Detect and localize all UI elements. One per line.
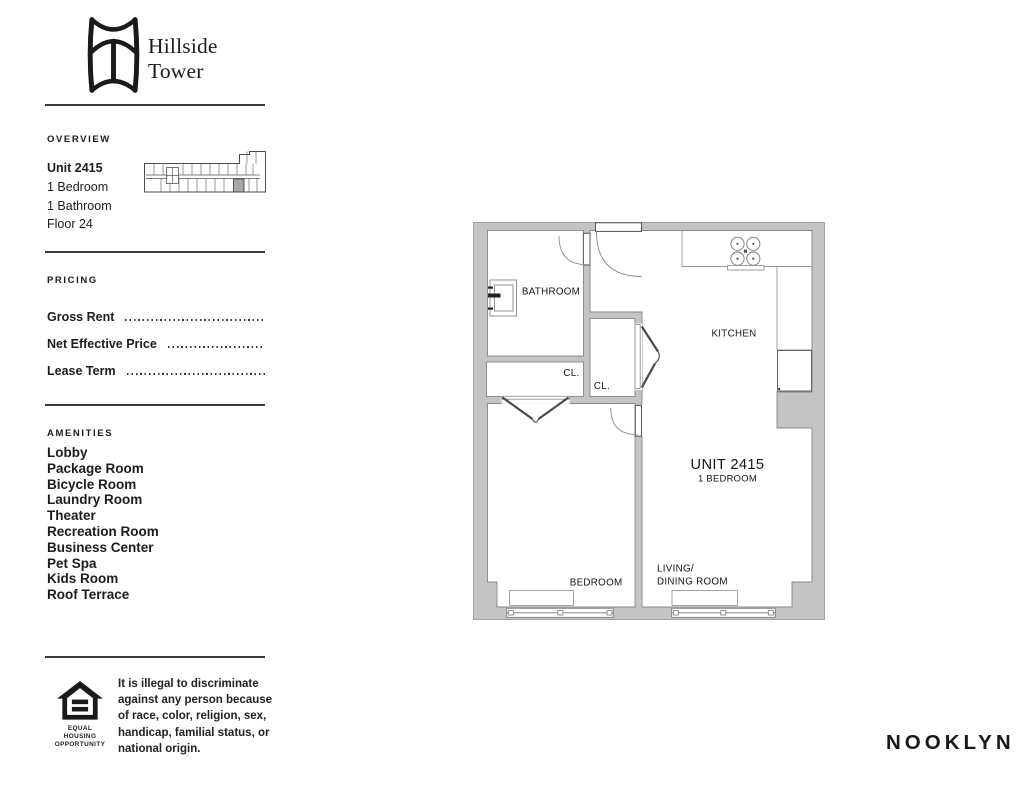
pricing-label: Net Effective Price [47,336,157,351]
unit-number: Unit 2415 [47,161,103,175]
pricing-row [47,357,265,384]
amenity-item: Package Room [47,460,144,476]
keyplan-highlighted-unit [234,179,245,192]
overview-detail: 1 Bathroom [47,198,112,213]
building-keyplan-diagram [139,150,267,193]
label-bathroom: BATHROOM [521,286,581,298]
amenity-item: Lobby [47,445,88,460]
hillside-tower-logo-icon [85,15,142,95]
eho-caption-line1: EQUAL HOUSING [63,725,97,740]
label-living-line1: LIVING/ [657,563,694,575]
equal-housing-icon [56,680,104,722]
disclaimer-line: of race, color, religion, sex, [118,710,267,723]
overview-detail: 1 Bedroom [47,179,109,194]
window [672,608,776,617]
equal-housing-block [52,680,108,749]
floorplan-svg [473,222,825,620]
amenity-item: Kids Room [47,571,119,587]
building-name [148,34,218,84]
amenity-item: Recreation Room [47,523,159,539]
disclaimer-line: against any person because [118,694,273,707]
pricing-label: Gross Rent [47,309,115,324]
fair-housing-disclaimer [118,676,272,757]
divider [45,656,265,658]
overview-detail: Floor 24 [47,217,93,232]
overview-heading: OVERVIEW [47,134,111,145]
divider [45,104,265,106]
disclaimer-line: national origin. [118,742,201,755]
amenity-item: Pet Spa [47,555,97,571]
label-unit-number: UNIT 2415 [690,457,765,473]
amenities-heading: AMENITIES [47,428,114,439]
dotted-leader [168,346,265,348]
pricing-label: Lease Term [47,363,116,378]
radiator [672,591,738,606]
amenity-item: Roof Terrace [47,587,130,603]
divider [45,251,265,253]
eho-caption-line2: OPPORTUNITY [54,741,106,748]
label-closet-a: CL. [563,368,580,379]
room-bedroom [488,404,636,608]
overview-details [47,159,112,234]
dotted-leader [125,319,265,321]
radiator [510,591,574,606]
label-unit-type: 1 BEDROOM [698,472,757,484]
building-name-line1: Hillside [148,34,218,58]
amenity-item: Bicycle Room [47,476,137,492]
dotted-leader [127,373,265,375]
window [507,608,614,617]
amenity-item: Business Center [47,539,154,555]
pricing-row [47,303,265,330]
nooklyn-wordmark[interactable]: NOOKLYN [886,731,1015,754]
label-kitchen: KITCHEN [711,328,757,340]
disclaimer-line: It is illegal to discriminate [118,678,259,690]
disclaimer-line: handicap, familial status, or [118,726,270,739]
sink-icon [488,280,517,316]
amenity-item: Theater [47,508,96,524]
amenity-item: Laundry Room [47,492,143,508]
label-living-line2: DINING ROOM [657,576,728,588]
label-bedroom: BEDROOM [569,577,623,589]
pricing-row [47,330,265,357]
divider [45,404,265,406]
building-name-line2: Tower [148,59,204,83]
label-closet-b: CL. [593,381,611,392]
fridge-icon [778,351,812,392]
pricing-heading: PRICING [47,275,98,286]
amenities-list [47,445,159,603]
pricing-table [47,303,265,384]
